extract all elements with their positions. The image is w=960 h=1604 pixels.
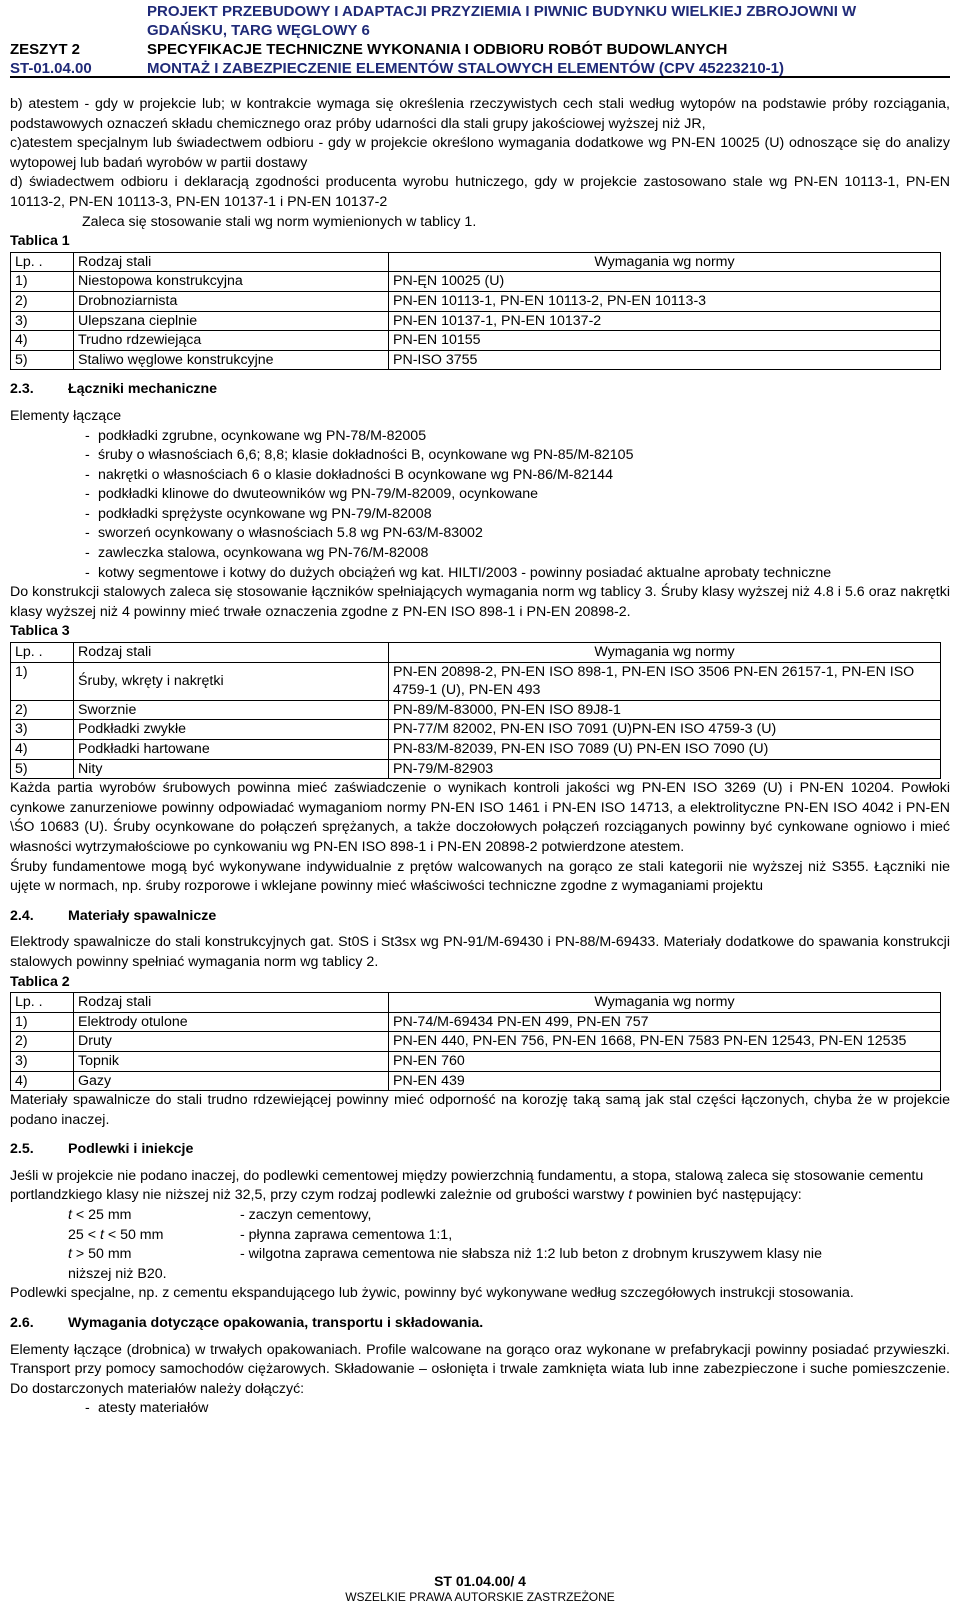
table-header-cell: Lp. . (11, 993, 74, 1013)
foundation-bolts-text: Śruby fundamentowe mogą być wykonywane indywidualnie z prętów walcowanych na gorąco ze stali kategorii nie wyższej niż S355. Łączniki nie ujęte w normach, np. śruby rozporowe i wklejane powinny mieć właściwości techniczne zgodne z wymaganiami projektu (10, 858, 950, 895)
table-cell: PN-EN 10113-1, PN-EN 10113-2, PN-EN 10113-3 (389, 291, 941, 311)
table-cell: Śruby, wkręty i nakrętki (74, 662, 389, 700)
table-row (11, 331, 941, 351)
connectors-list (10, 427, 950, 584)
paragraph-b: b) atestem - gdy w projekcie lub; w kontrakcie wymaga się określenia rzeczywistych cech stali według wytopów na podstawie próby rozciągania, podstawowych oznaczeń składu chemicznego oraz próby udarności dla stali grupy jakościowej wyższej niż JR, (10, 96, 950, 132)
table1 (10, 252, 941, 371)
document-header (10, 2, 950, 78)
section-title: Materiały spawalnicze (68, 907, 217, 924)
section-number: 2.3. (10, 381, 34, 398)
section-number: 2.6. (10, 1315, 34, 1332)
table-cell: Staliwo węglowe konstrukcyjne (74, 350, 389, 370)
section-number: 2.5. (10, 1141, 34, 1158)
grout-row: t < 25 mm - zaczyn cementowy, (68, 1207, 372, 1224)
table-cell: PN-74/M-69434 PN-EN 499, PN-EN 757 (389, 1012, 941, 1032)
table-row (11, 720, 941, 740)
table-header-cell: Rodzaj stali (74, 993, 389, 1013)
project-title-line2: GDAŃSKU, TARG WĘGLOWY 6 (147, 22, 370, 39)
table-cell: 3) (11, 311, 74, 331)
paragraph-d: d) świadectwem odbioru i deklaracją zgodności producenta wyrobu hutniczego, gdy w projekcie zastosowano stale wg PN-EN 10113-1, PN-EN 10113-2, PN-EN 10113-3, PN-EN 10137-1 i PN-EN 10137-2 (10, 174, 950, 210)
list-item: - podkładki sprężyste ocynkowane wg PN-79/M-82008 (85, 505, 432, 522)
table-cell: PN-EN 439 (389, 1071, 941, 1091)
table-row (11, 1051, 941, 1071)
section-number: 2.4. (10, 907, 34, 924)
table-row (11, 740, 941, 760)
table-cell: Trudno rdzewiejąca (74, 331, 389, 351)
table-cell: Nity (74, 759, 389, 779)
table-cell: PN-EN 10137-1, PN-EN 10137-2 (389, 311, 941, 331)
table-cell: 3) (11, 1051, 74, 1071)
table-cell: 4) (11, 1071, 74, 1091)
table-row (11, 1071, 941, 1091)
list-item: - podkładki klinowe do dwuteowników wg PN-79/M-82009, ocynkowane (85, 486, 539, 503)
project-title-line1: PROJEKT PRZEBUDOWY I ADAPTACJI PRZYZIEMIA I PIWNIC BUDYNKU WIELKIEJ ZBROJOWNI W (147, 3, 857, 20)
table-cell: PN-EN 20898-2, PN-EN ISO 898-1, PN-EN ISO 3506 PN-EN 26157-1, PN-EN ISO 4759-1 (U), PN-EN 493 (389, 662, 941, 700)
list-item: - atesty materiałów (85, 1400, 209, 1417)
list-item: - śruby o własnościach 6,6; 8,8; klasie dokładności B, ocynkowane wg PN-85/M-82105 (85, 447, 634, 464)
table-header-row (11, 993, 941, 1013)
table-cell: 1) (11, 662, 74, 700)
connectors-after-text: Do konstrukcji stalowych zaleca się stosowanie łączników spełniających wymagania norm wg tablicy 3. Śruby klasy wyższej niż 4.8 i 5.6 oraz nakrętki klasy wyższej niż 4 powinny mieć trwałe oznaczenia zgodne z PN-EN ISO 898-1 i PN-EN 20898-2. (10, 584, 950, 620)
header-divider (10, 76, 950, 78)
table-cell: 2) (11, 700, 74, 720)
table-cell: PN-ĘN 10025 (U) (389, 272, 941, 292)
packaging-text: Elementy łączące (drobnica) w trwałych opakowaniach. Profile walcowane na gorąco oraz wykonane w prefabrykacji powinny posiadać przywieszki. Transport przy pomocy samochodów ciężarowych. Składowanie – osłonięta i trwale zamknięta wiata lub inne zabezpieczone i suche pomieszczenie. Do dostarczonych materiałów należy dołączyć: (10, 1341, 950, 1397)
table3-label: Tablica 3 (10, 623, 70, 640)
table-cell: Niestopowa konstrukcyjna (74, 272, 389, 292)
table2 (10, 992, 941, 1091)
table-row (11, 311, 941, 331)
spec-subject: MONTAŻ I ZABEZPIECZENIE ELEMENTÓW STALOWYCH ELEMENTÓW (CPV 45223210-1) (147, 60, 784, 77)
table-cell: Podkładki zwykłe (74, 720, 389, 740)
table-row (11, 291, 941, 311)
spec-code: ST-01.04.00 (10, 60, 92, 77)
welding-stainless-text: Materiały spawalnicze do stali trudno rdzewiejącej powinny mieć odporność na korozję taką samą jak stal części łączonych, chyba że w projekcie podano inaczej. (10, 1092, 950, 1128)
list-item: - kotwy segmentowe i kotwy do dużych obciążeń wg kat. HILTI/2003 - powinny posiadać aktualne aprobaty techniczne (85, 564, 832, 581)
table-header-cell: Wymagania wg normy (389, 993, 941, 1013)
table-row (11, 1032, 941, 1052)
table-cell: Drobnoziarnista (74, 291, 389, 311)
table-header-cell: Wymagania wg normy (389, 252, 941, 272)
list-item: - podkładki zgrubne, ocynkowane wg PN-78/M-82005 (85, 427, 427, 444)
table3 (10, 642, 941, 779)
table2-label: Tablica 2 (10, 973, 70, 990)
table-cell: PN-89/M-83000, PN-EN ISO 89J8-1 (389, 700, 941, 720)
grout-row: 25 < t < 50 mm - płynna zaprawa cementowa 1:1, (68, 1226, 453, 1243)
table-cell: Gazy (74, 1071, 389, 1091)
connectors-lead: Elementy łączące (10, 407, 122, 424)
table-row (11, 700, 941, 720)
table-cell: 5) (11, 759, 74, 779)
table-cell: Sworznie (74, 700, 389, 720)
table-cell: PN-77/M 82002, PN-EN ISO 7091 (U)PN-EN ISO 4759-3 (U) (389, 720, 941, 740)
section-title: Wymagania dotyczące opakowania, transportu i składowania. (68, 1315, 484, 1332)
list-item: - nakrętki o własnościach 6 o klasie dokładności B ocynkowane wg PN-86/M-82144 (85, 466, 613, 483)
table-cell: Podkładki hartowane (74, 740, 389, 760)
special-grout-text: Podlewki specjalne, np. z cementu ekspandującego lub żywic, powinny być wykonywane według szczegółowych instrukcji stosowania. (10, 1285, 854, 1302)
table-cell: PN-EN 440, PN-EN 756, PN-EN 1668, PN-EN 7583 PN-EN 12543, PN-EN 12535 (389, 1032, 941, 1052)
table-row (11, 662, 941, 700)
recommendation-text: Zaleca się stosowanie stali wg norm wymienionych w tablicy 1. (82, 213, 477, 230)
table-cell: 2) (11, 1032, 74, 1052)
table-cell: Ulepszana cieplnie (74, 311, 389, 331)
table-header-cell: Lp. . (11, 643, 74, 663)
table-cell: 1) (11, 1012, 74, 1032)
zeszyt-label: ZESZYT 2 (10, 41, 81, 58)
table-header-cell: Lp. . (11, 252, 74, 272)
table-cell: PN-79/M-82903 (389, 759, 941, 779)
table-row (11, 759, 941, 779)
attachments-list (10, 1399, 950, 1419)
paragraph-c: c)atestem specjalnym lub świadectwem odbioru - gdy w projekcie określono wymagania dodatkowe wg PN-EN 10025 (U) odnoszące się do analizy wytopowej lub badań wyrobów w partii dostawy (10, 135, 950, 171)
bolts-quality-text: Każda partia wyrobów śrubowych powinna mieć zaświadczenie o wynikach kontroli jakości wg PN-EN ISO 3269 (U) i PN-EN 10204. Powłoki cynkowe zanurzeniowe powinny odpowiadać wymaganiom normy PN-EN ISO 1461 i PN-EN ISO 14713, a elektrolityczne PN-EN ISO 4042 i PN-EN \ŚO 10683 (U). Śruby ocynkowane do połączeń sprężanych, a także doczołowych połączeń rozciąganych powinny być cynkowane ogniowo i mieć własności wytrzymałościowe po cynkowaniu wg PN-EN ISO 898-1 i PN-EN 20898-2 potwierdzone atestem. (10, 780, 950, 855)
table-header-cell: Rodzaj stali (74, 643, 389, 663)
list-item: - sworzeń ocynkowany o własnościach 5.8 wg PN-63/M-83002 (85, 525, 483, 542)
table-cell: Topnik (74, 1051, 389, 1071)
table-cell: PN-ISO 3755 (389, 350, 941, 370)
grout-intro-text: Jeśli w projekcie nie podano inaczej, do podlewki cementowej między powierzchnią fundamentu, a stopa, stalową zaleca się stosowanie cementu portlandzkiego klasy nie niższej niż 32,5, przy czym rodzaj podlewki zależnie od grubości warstwy t powinien być następujący: (10, 1167, 924, 1204)
table-cell: 5) (11, 350, 74, 370)
welding-text: Elektrody spawalnicze do stali konstrukcyjnych gat. St0S i St3sx wg PN-91/M-69430 i PN-88/M-69433. Materiały dodatkowe do spawania konstrukcji stalowych powinny spełniać wymagania norm wg tablicy 2. (10, 934, 950, 970)
table-cell: 1) (11, 272, 74, 292)
table-header-row (11, 643, 941, 663)
section-2-6-heading (10, 1314, 950, 1334)
table-row (11, 350, 941, 370)
table-cell: 4) (11, 740, 74, 760)
spec-title: SPECYFIKACJE TECHNICZNE WYKONANIA I ODBIORU ROBÓT BUDOWLANYCH (147, 41, 728, 58)
table-row (11, 1012, 941, 1032)
section-2-4-heading (10, 907, 950, 927)
table-header-cell: Rodzaj stali (74, 252, 389, 272)
section-title: Podlewki i iniekcje (68, 1141, 194, 1158)
table-cell: Elektrody otulone (74, 1012, 389, 1032)
section-2-5-heading (10, 1140, 950, 1160)
table-cell: Druty (74, 1032, 389, 1052)
section-title: Łączniki mechaniczne (68, 381, 218, 398)
document-body (10, 95, 950, 1419)
table-cell: 3) (11, 720, 74, 740)
table-header-cell: Wymagania wg normy (389, 643, 941, 663)
grout-tail-text: niższej niż B20. (68, 1265, 167, 1282)
table-cell: PN-EN 10155 (389, 331, 941, 351)
page-number: ST 01.04.00/ 4 (434, 1573, 526, 1589)
table-cell: PN-83/M-82039, PN-EN ISO 7089 (U) PN-EN ISO 7090 (U) (389, 740, 941, 760)
table-cell: 2) (11, 291, 74, 311)
table-header-row (11, 252, 941, 272)
section-2-3-heading (10, 380, 950, 400)
table-cell: PN-EN 760 (389, 1051, 941, 1071)
copyright-notice: WSZELKIE PRAWA AUTORSKIE ZASTRZEŻONE (345, 1590, 615, 1604)
table-row (11, 272, 941, 292)
table-cell: 4) (11, 331, 74, 351)
table1-label: Tablica 1 (10, 233, 70, 250)
grout-row: t > 50 mm - wilgotna zaprawa cementowa nie słabsza niż 1:2 lub beton z drobnym kruszywem klasy nie (68, 1246, 822, 1263)
list-item: - zawleczka stalowa, ocynkowana wg PN-76/M-82008 (85, 545, 429, 562)
